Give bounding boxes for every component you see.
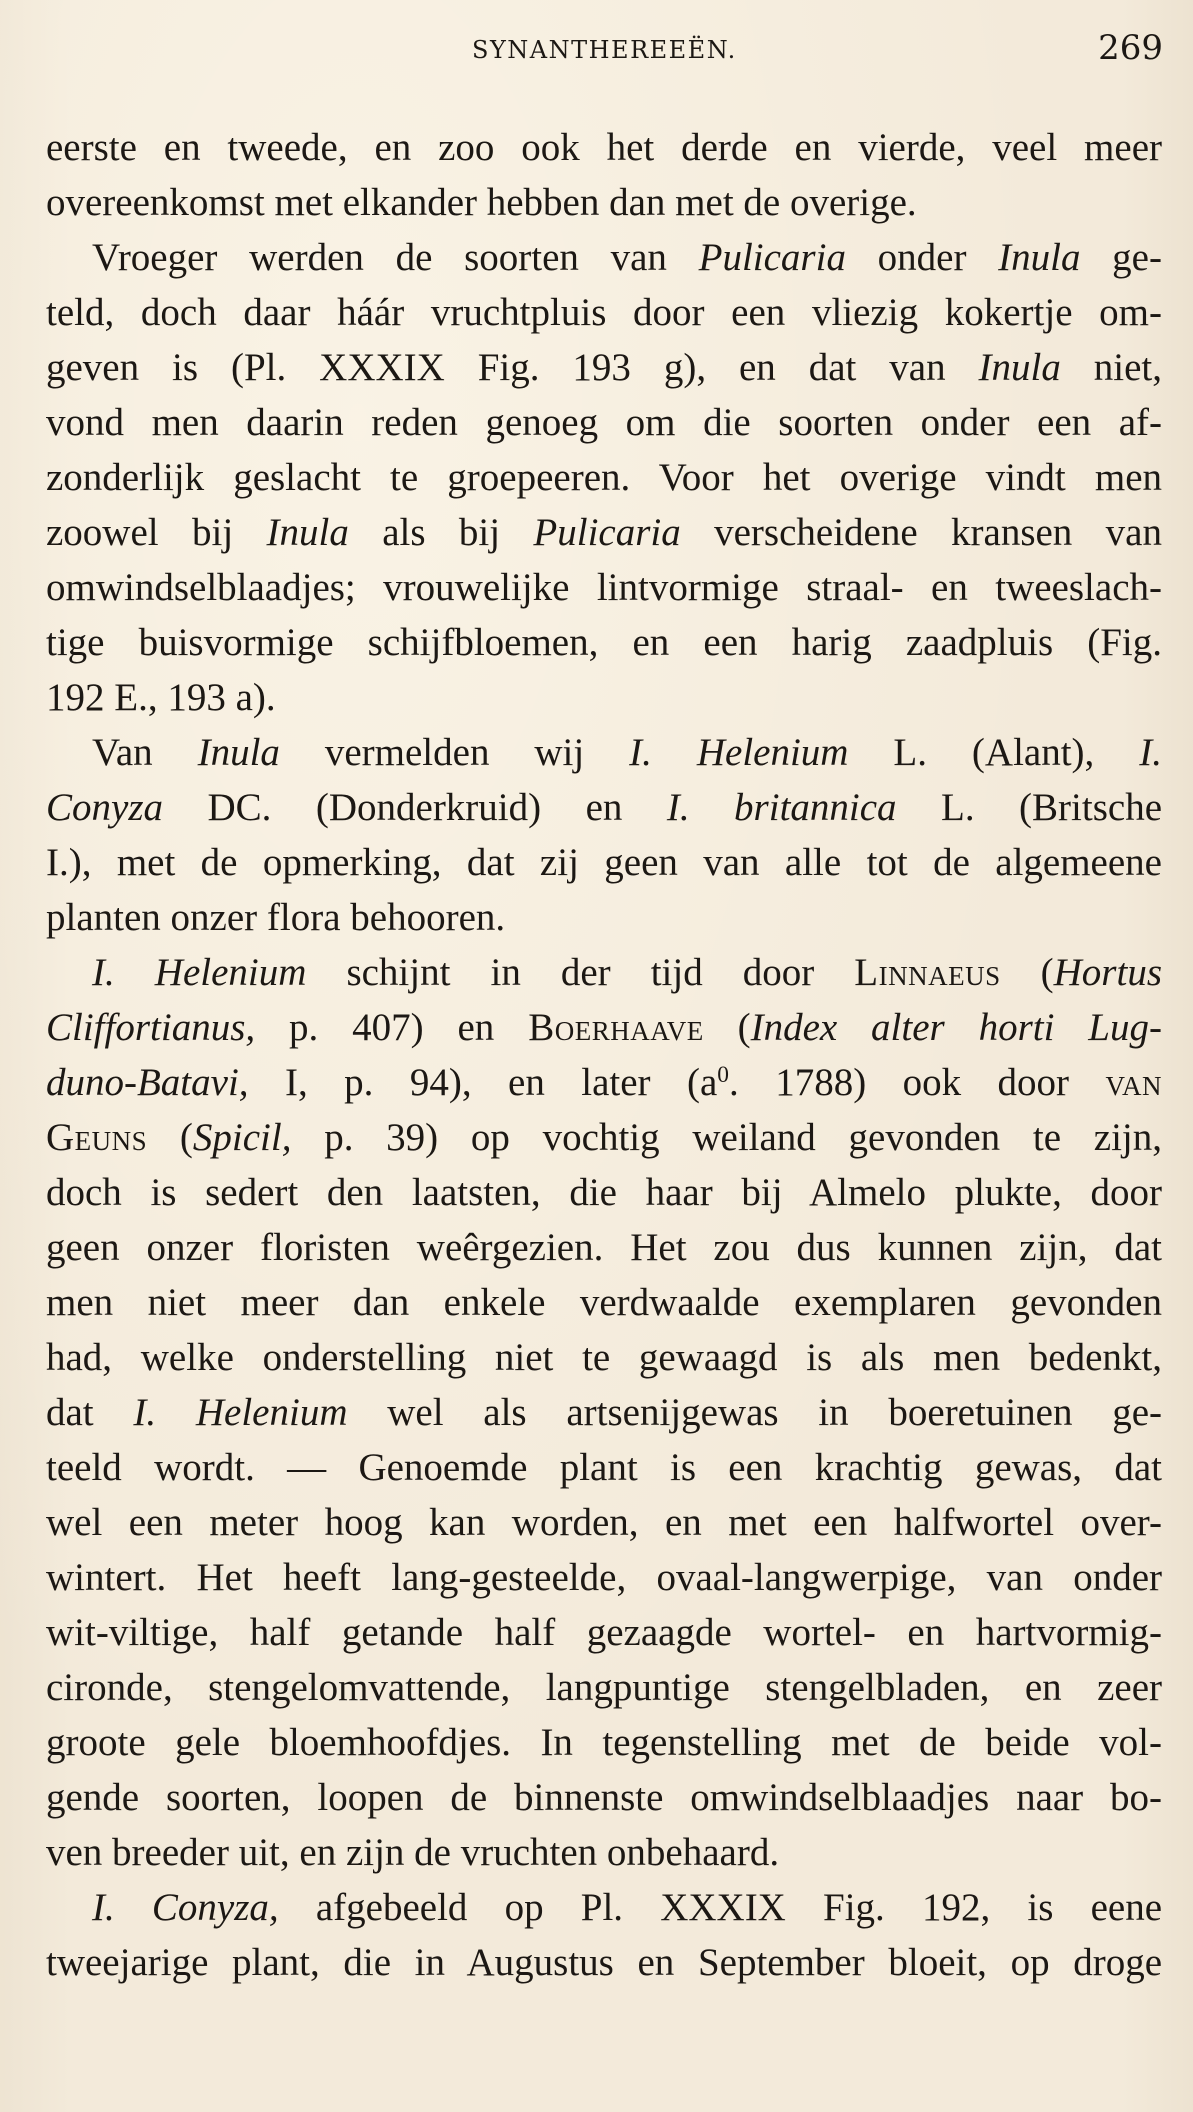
text-run: tige buisvormige schijfbloemen, en een harig zaadpluis (Fig.: [46, 621, 1162, 664]
italic-term: Spicil,: [192, 1116, 292, 1159]
text-run: omwindselblaadjes; vrouwelijke lintvormige straal- en tweeslach-: [46, 566, 1162, 609]
running-title: SYNANTHEREEËN.: [472, 36, 737, 64]
text-line: [46, 670, 1162, 725]
italic-term: Inula: [978, 346, 1061, 389]
text-line: [46, 1440, 1162, 1495]
text-run: geven is (Pl. XXXIX Fig. 193 g), en dat van: [46, 346, 979, 389]
author-name: Geuns: [46, 1116, 148, 1159]
text-line: [46, 1880, 1162, 1935]
text-line: [46, 835, 1162, 890]
text-line: [46, 1055, 1162, 1110]
text-run: L. (Britsche: [896, 786, 1163, 829]
text-line: [46, 1715, 1162, 1770]
italic-term: Hortus: [1053, 951, 1162, 994]
text-line: [46, 395, 1162, 450]
text-line: [46, 175, 1162, 230]
text-run: tweejarige plant, die in Augustus en September bloeit, op droge: [46, 1941, 1162, 1984]
text-line: [46, 120, 1162, 175]
text-line: [46, 1660, 1162, 1715]
text-line: [46, 560, 1162, 615]
text-run: (: [1000, 951, 1054, 994]
text-line: [46, 285, 1162, 340]
italic-term: Inula: [197, 731, 280, 774]
text-line: [46, 1385, 1162, 1440]
text-line: [46, 1550, 1162, 1605]
text-run: gende soorten, loopen de binnenste omwindselblaadjes naar bo-: [46, 1776, 1162, 1819]
text-run: 192 E., 193 a).: [46, 676, 276, 719]
text-run: overeenkomst met elkander hebben dan met de overige.: [46, 181, 917, 224]
text-run: afgebeeld op Pl. XXXIX Fig. 192, is eene: [278, 1886, 1162, 1929]
italic-term: I.: [1139, 731, 1162, 774]
italic-term: Conyza: [46, 786, 163, 829]
text-run: men niet meer dan enkele verdwaalde exemplaren gevonden: [46, 1281, 1162, 1324]
author-name: Boerhaave: [528, 1006, 704, 1049]
text-run: planten onzer flora behooren.: [46, 896, 506, 939]
text-run: schijnt in der tijd door: [306, 951, 855, 994]
text-line: [46, 1000, 1162, 1055]
text-run: geen onzer floristen weêrgezien. Het zou dus kunnen zijn, dat: [46, 1226, 1162, 1269]
text-line: [46, 1110, 1162, 1165]
text-line: [46, 230, 1162, 285]
superscript: 0: [717, 1062, 729, 1089]
italic-term: Cliffortianus,: [46, 1006, 256, 1049]
text-line: [46, 780, 1162, 835]
text-line: [46, 1495, 1162, 1550]
text-run: Van: [92, 731, 198, 774]
text-run: cironde, stengelomvattende, langpuntige stengelbladen, en zeer: [46, 1666, 1162, 1709]
italic-term: Inula: [266, 511, 349, 554]
text-run: wel een meter hoog kan worden, en met een halfwortel over-: [46, 1501, 1162, 1544]
text-run: groote gele bloemhoofdjes. In tegenstelling met de beide vol-: [46, 1721, 1162, 1764]
italic-term: I. Helenium: [92, 951, 307, 994]
text-line: [46, 1825, 1162, 1880]
text-run: doch is sedert den laatsten, die haar bij Almelo plukte, door: [46, 1171, 1162, 1214]
text-run: DC. (Donderkruid) en: [163, 786, 667, 829]
text-run: Vroeger werden de soorten van: [92, 236, 699, 279]
author-name: Linnaeus: [854, 951, 1001, 994]
text-line: [46, 340, 1162, 395]
page-number: 269: [1098, 28, 1163, 68]
text-line: [46, 890, 1162, 945]
italic-term: I. britannica: [666, 786, 897, 829]
text-run: zoowel bij: [46, 511, 267, 554]
text-run: eerste en tweede, en zoo ook het derde en vierde, veel meer: [46, 126, 1162, 169]
running-head: [0, 28, 1193, 78]
italic-term: duno-Batavi,: [46, 1061, 249, 1104]
italic-term: I. Helenium: [629, 731, 849, 774]
text-run: had, welke onderstelling niet te gewaagd is als men bedenkt,: [46, 1336, 1162, 1379]
text-line: [46, 1330, 1162, 1385]
text-line: [46, 1275, 1162, 1330]
body-text: [46, 120, 1162, 1990]
text-line: [46, 1935, 1162, 1990]
text-line: [46, 1220, 1162, 1275]
text-run: L. (Alant),: [848, 731, 1140, 774]
text-run: wintert. Het heeft lang-gesteelde, ovaal-langwerpige, van onder: [46, 1556, 1162, 1599]
text-run: I, p. 94), en later (a: [248, 1061, 718, 1104]
text-run: dat: [46, 1391, 134, 1434]
text-line: [46, 505, 1162, 560]
text-line: [46, 1605, 1162, 1660]
italic-term: I. Helenium: [133, 1391, 348, 1434]
text-run: teeld wordt. — Genoemde plant is een krachtig gewas, dat: [46, 1446, 1162, 1489]
text-run: verscheidene kransen van: [680, 511, 1162, 554]
text-run: p. 407) en: [255, 1006, 529, 1049]
text-run: I.), met de opmerking, dat zij geen van alle tot de algemeene: [46, 841, 1162, 884]
text-run: wit-viltige, half getande half gezaagde wortel- en hartvormig-: [46, 1611, 1162, 1654]
text-line: [46, 1770, 1162, 1825]
text-run: (: [147, 1116, 193, 1159]
text-run: vermelden wij: [279, 731, 630, 774]
text-run: onder: [845, 236, 999, 279]
italic-term: I. Conyza,: [92, 1886, 279, 1929]
text-run: . 1788) ook door: [729, 1061, 1106, 1104]
text-line: [46, 450, 1162, 505]
text-run: p. 39) op vochtig weiland gevonden te zijn,: [291, 1116, 1162, 1159]
text-line: [46, 725, 1162, 780]
text-run: (: [703, 1006, 751, 1049]
italic-term: Inula: [998, 236, 1081, 279]
italic-term: Pulicaria: [533, 511, 681, 554]
text-line: [46, 1165, 1162, 1220]
text-run: als bij: [348, 511, 534, 554]
text-run: vond men daarin reden genoeg om die soorten onder een af-: [46, 401, 1162, 444]
text-line: [46, 615, 1162, 670]
text-run: zonderlijk geslacht te groepeeren. Voor het overige vindt men: [46, 456, 1162, 499]
text-run: niet,: [1060, 346, 1162, 389]
italic-term: Index alter horti Lug-: [750, 1006, 1162, 1049]
text-run: wel als artsenijgewas in boeretuinen ge-: [347, 1391, 1162, 1434]
italic-term: Pulicaria: [698, 236, 846, 279]
text-line: [46, 945, 1162, 1000]
text-run: ge-: [1080, 236, 1162, 279]
author-name: van: [1105, 1061, 1162, 1104]
text-run: ven breeder uit, en zijn de vruchten onbehaard.: [46, 1831, 780, 1874]
text-run: teld, doch daar háár vruchtpluis door een vliezig kokertje om-: [46, 291, 1162, 334]
